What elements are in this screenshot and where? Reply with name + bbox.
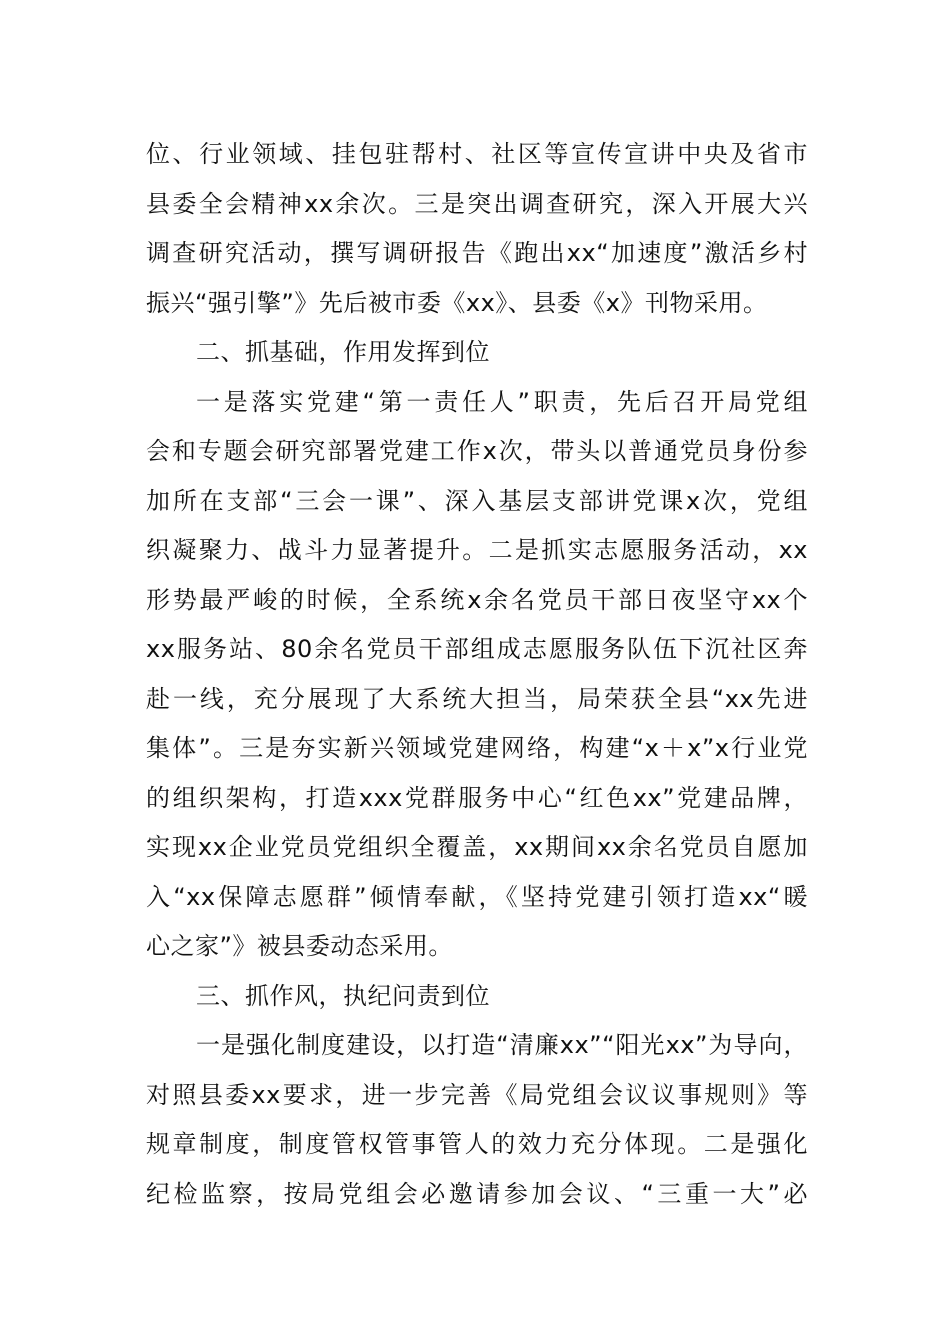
- text-line: 织凝聚力、战斗力显著提升。二是抓实志愿服务活动，xx: [146, 536, 808, 564]
- body-text: [146, 130, 808, 1219]
- text-line: 位、行业领域、挂包驻帮村、社区等宣传宣讲中央及省市: [146, 140, 808, 168]
- section-heading-3: 三、抓作风，执纪问责到位: [196, 981, 490, 1010]
- text-line: 规章制度，制度管权管事管人的效力充分体现。二是强化: [146, 1130, 808, 1158]
- text-line: 形势最严峻的时候，全系统x余名党员干部日夜坚守xx个: [146, 585, 808, 614]
- text-line: 一是强化制度建设，以打造“清廉xx”“阳光xx”为导向，: [196, 1031, 808, 1059]
- text-line: 县委全会精神xx余次。三是突出调查研究，深入开展大兴: [146, 189, 808, 218]
- text-line: 的组织架构，打造xxx党群服务中心“红色xx”党建品牌，: [146, 783, 808, 812]
- text-line: 赴一线，充分展现了大系统大担当，局荣获全县“xx先进: [146, 684, 808, 713]
- text-line: 一是落实党建“第一责任人”职责，先后召开局党组: [196, 387, 808, 416]
- section-heading-2: 二、抓基础，作用发挥到位: [196, 338, 490, 366]
- text-line: 心之家”》被县委动态采用。: [146, 932, 453, 960]
- text-line: xx服务站、80余名党员干部组成志愿服务队伍下沉社区奔: [146, 635, 808, 663]
- text-line: 对照县委xx要求，进一步完善《局党组会议议事规则》等: [146, 1080, 808, 1109]
- text-line: 加所在支部“三会一课”、深入基层支部讲党课x次，党组: [146, 486, 808, 515]
- text-line: 入“xx保障志愿群”倾情奉献，《坚持党建引领打造xx“暖: [146, 882, 808, 911]
- text-line: 集体”。三是夯实新兴领域党建网络，构建“x＋x”x行业党: [146, 734, 808, 762]
- text-line: 纪检监察，按局党组会必邀请参加会议、“三重一大”必: [146, 1179, 808, 1208]
- text-line: 实现xx企业党员党组织全覆盖，xx期间xx余名党员自愿加: [146, 833, 808, 861]
- text-line: 振兴“强引擎”》先后被市委《xx》、县委《x》刊物采用。: [146, 288, 768, 317]
- text-line: 会和专题会研究部署党建工作x次，带头以普通党员身份参: [146, 437, 808, 465]
- text-line: 调查研究活动，撰写调研报告《跑出xx“加速度”激活乡村: [146, 239, 808, 267]
